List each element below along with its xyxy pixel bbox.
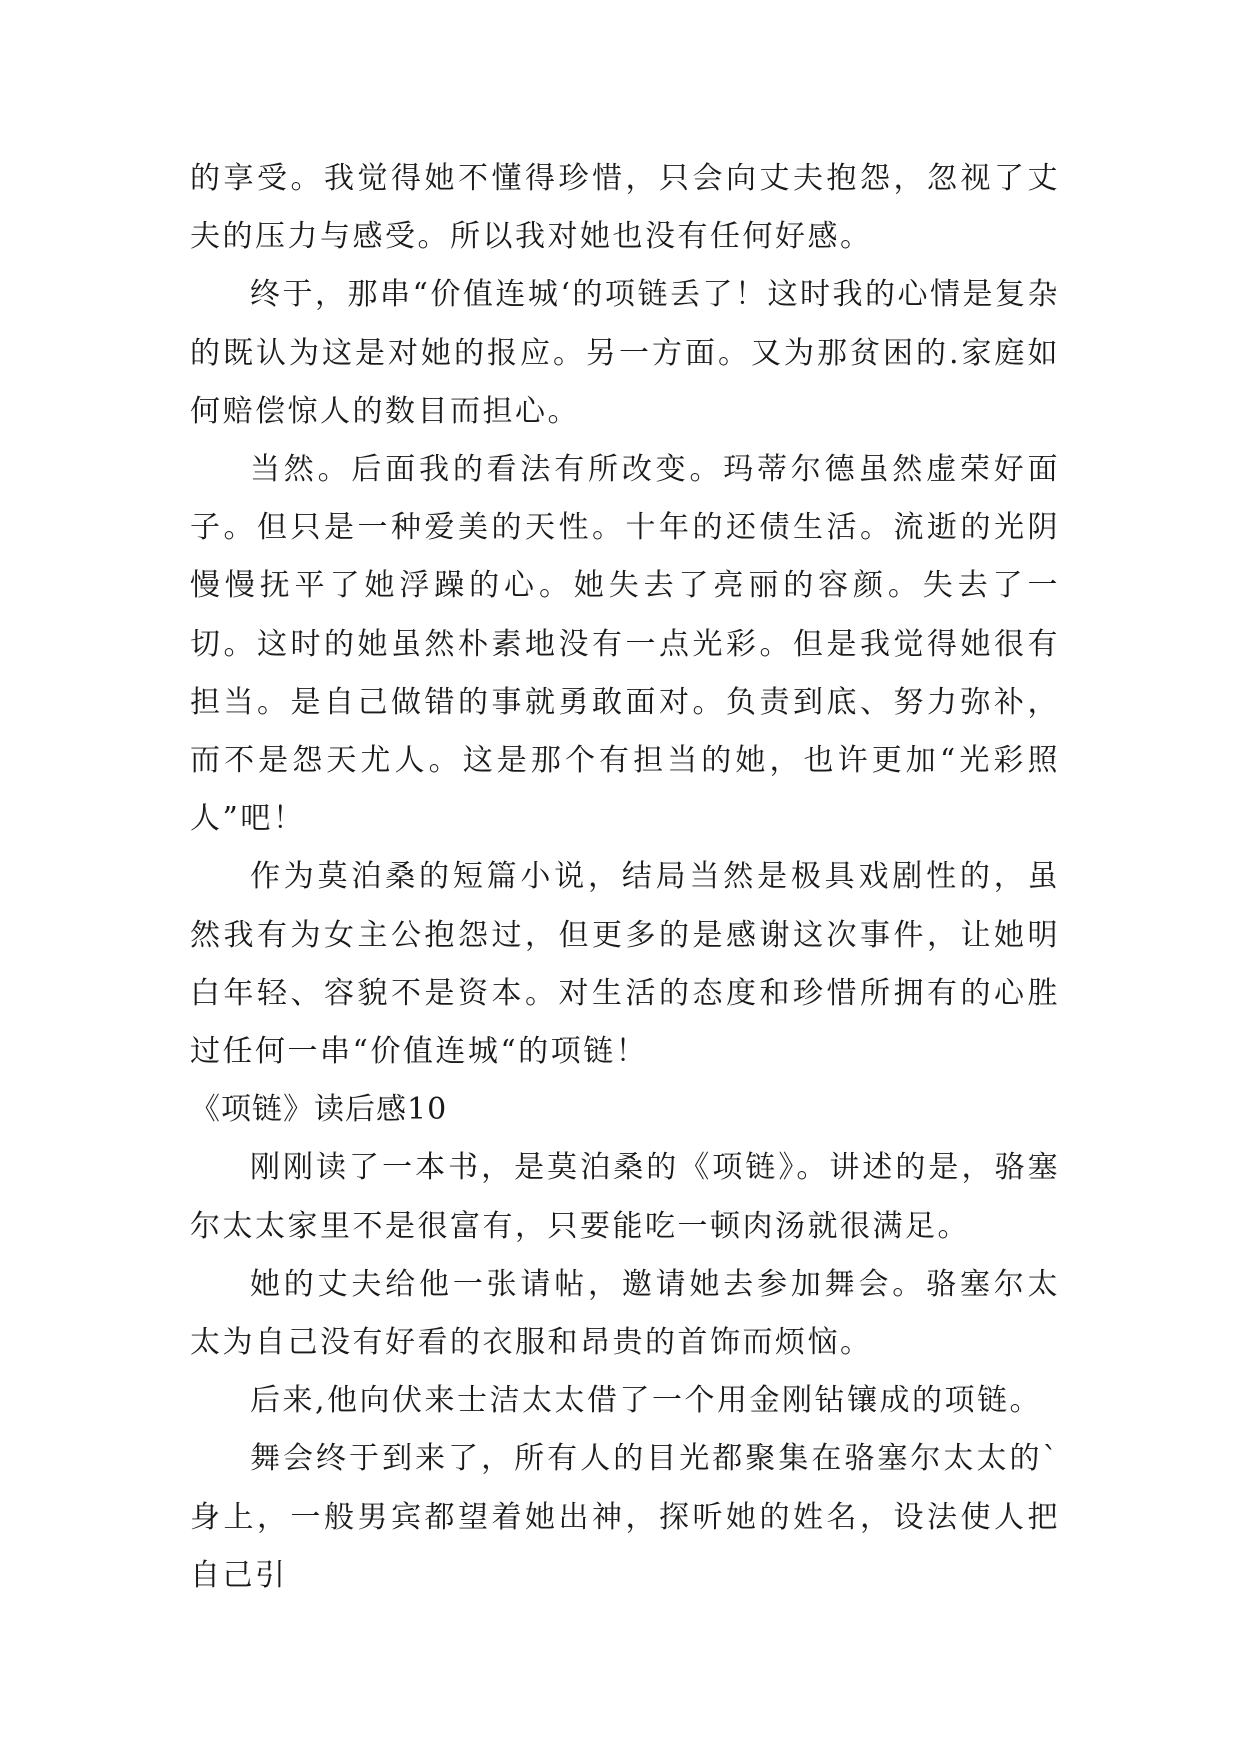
section-heading: 《项链》读后感10 [190,1092,448,1128]
paragraph-6: 她的丈夫给他一张请帖，邀请她去参加舞会。骆塞尔太太为自己没有好看的衣服和昂贵的首饰而烦恼。 [190,1266,1060,1361]
paragraph-4: 作为莫泊桑的短篇小说，结局当然是极具戏剧性的，虽然我有为女主公抱怨过，但更多的是感谢这次事件，让她明白年轻、容貌不是资本。对生活的态度和珍惜所拥有的心胜过任何一串“价值连城“的项链！ [190,859,1060,1070]
paragraph-1: 的享受。我觉得她不懂得珍惜，只会向丈夫抱怨，忽视了丈夫的压力与感受。所以我对她也没有任何好感。 [190,161,1060,255]
paragraph-8: 舞会终于到来了，所有人的目光都聚集在骆塞尔太太的`身上，一般男宾都望着她出神，探听她的姓名，设法使人把自己引 [190,1441,1060,1593]
paragraph-5: 刚刚读了一本书，是莫泊桑的《项链》。讲述的是，骆塞尔太太家里不是很富有，只要能吃一顿肉汤就很满足。 [190,1150,1060,1244]
paragraph-3: 当然。后面我的看法有所改变。玛蒂尔德虽然虚荣好面子。但只是一种爱美的天性。十年的还债生活。流逝的光阴慢慢抚平了她浮躁的心。她失去了亮丽的容颜。失去了一切。这时的她虽然朴素地没有一点光彩。但是我觉得她很有担当。是自己做错的事就勇敢面对。负责到底、努力弥补，而不是怨天尤人。这是那个有担当的她，也许更加“光彩照人”吧！ [190,452,1060,837]
paragraph-2: 终于，那串“价值连城‘的项链丢了！这时我的心情是复杂的既认为这是对她的报应。另一方面。又为那贫困的.家庭如何赔偿惊人的数目而担心。 [190,277,1060,429]
paragraph-7: 后来,他向伏来士洁太太借了一个用金刚钻镶成的项链。 [250,1383,1043,1419]
document-page [190,150,1060,1605]
